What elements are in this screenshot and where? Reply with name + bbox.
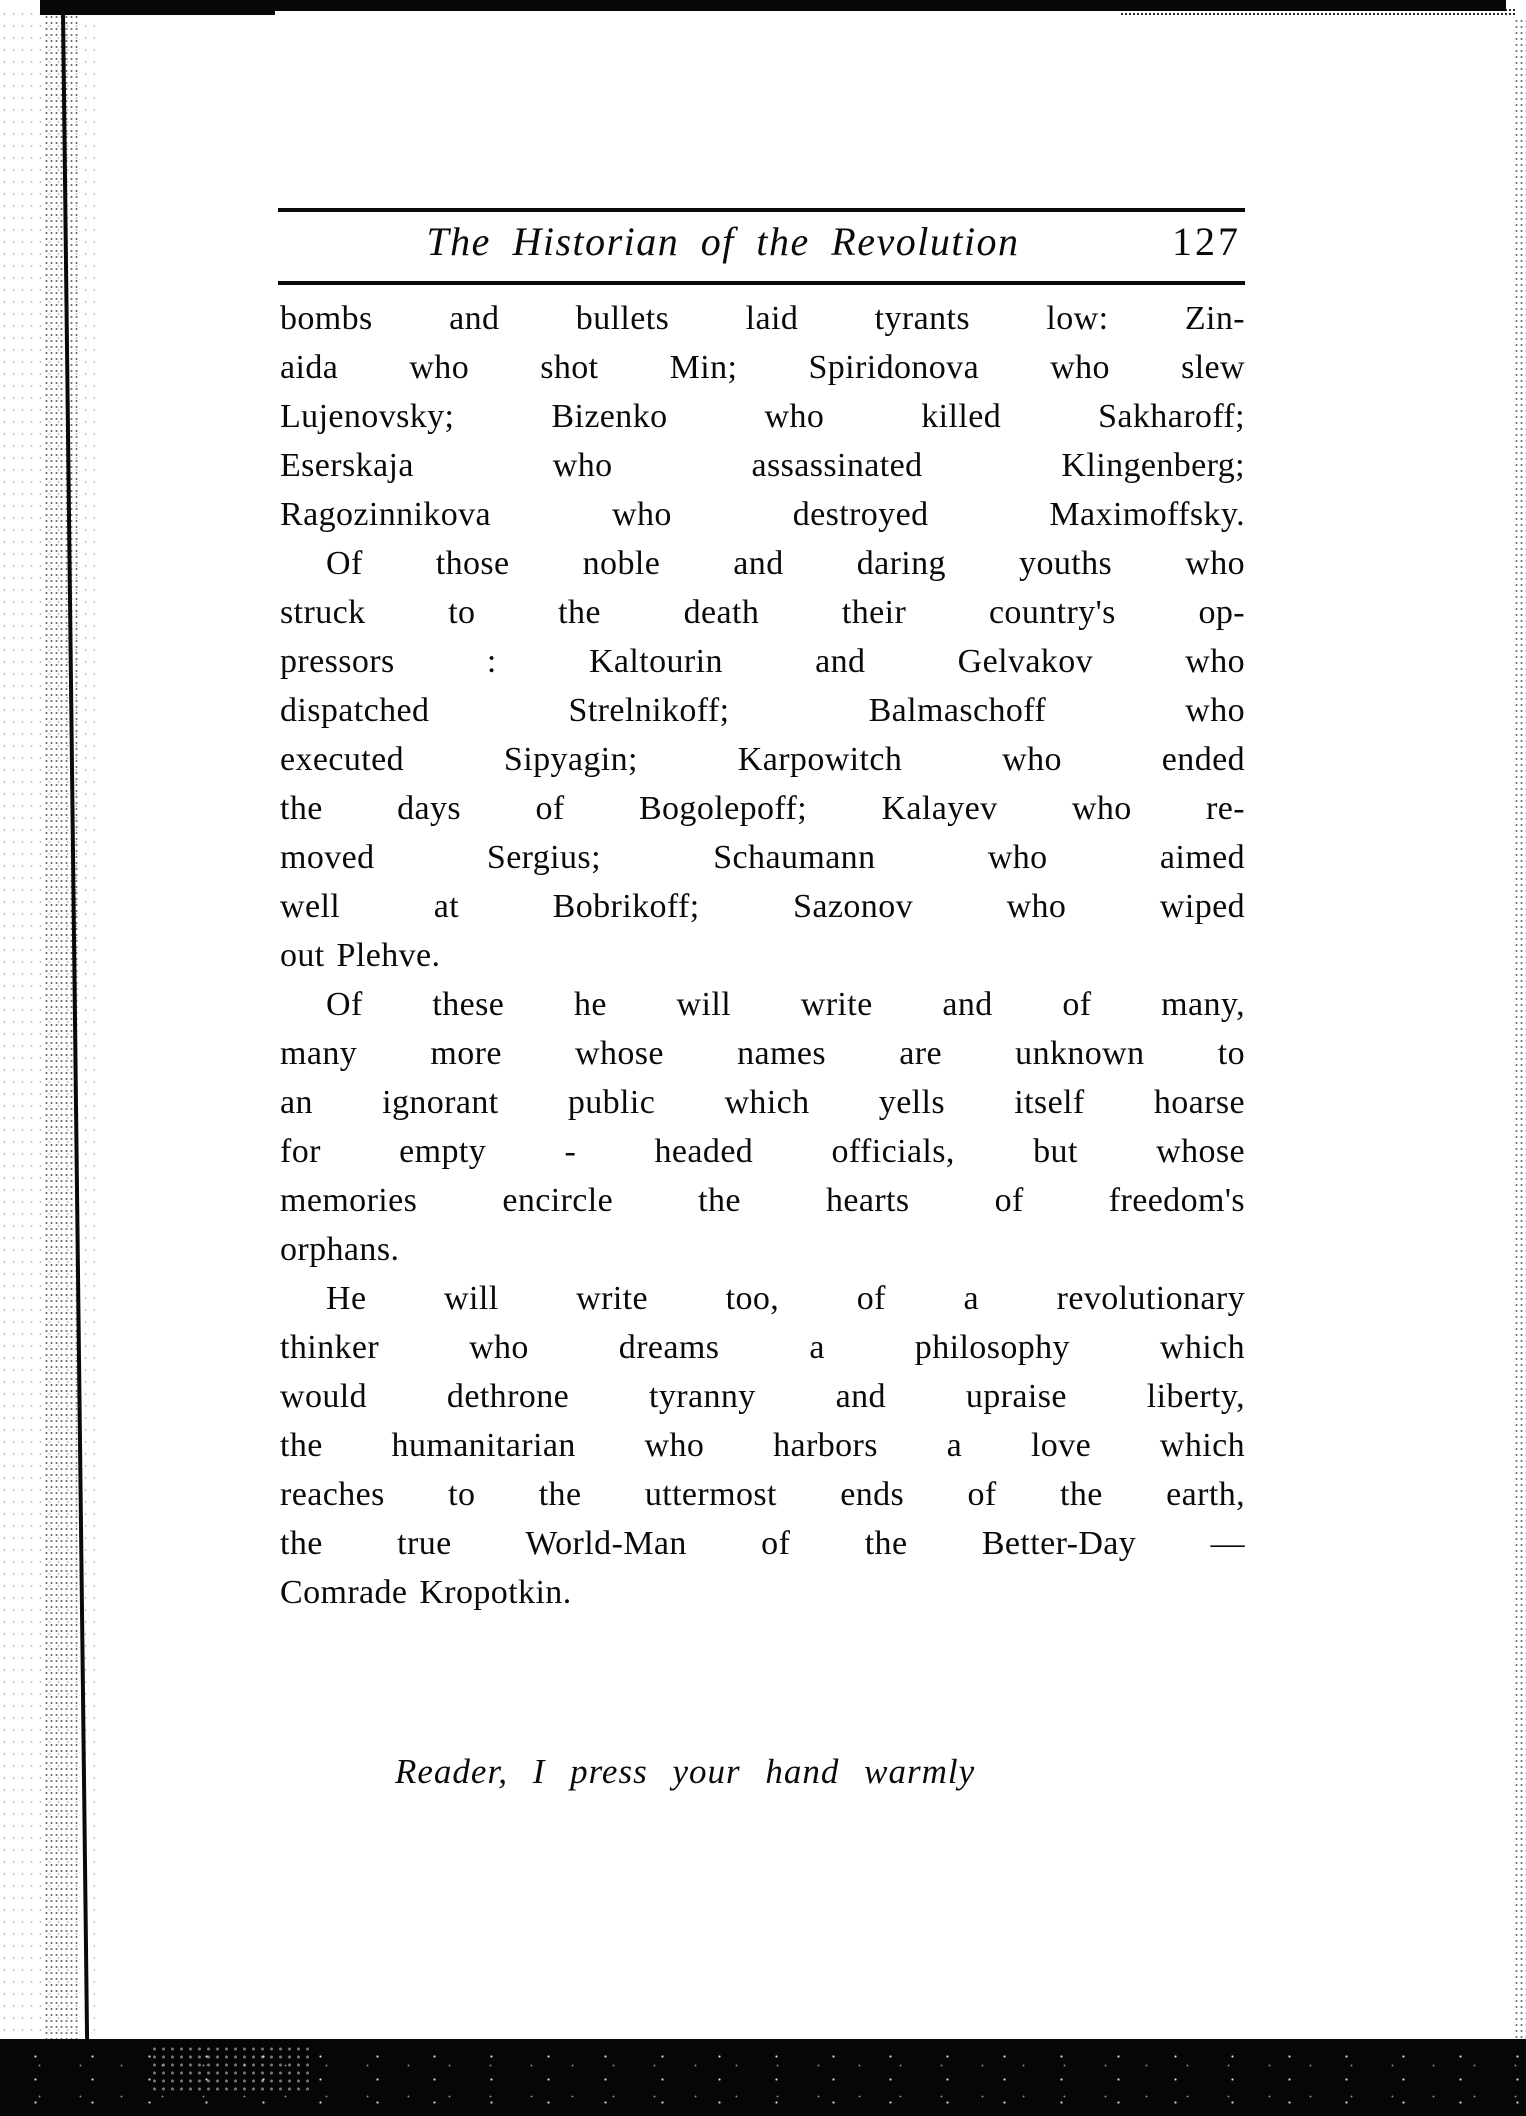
text-line: memories encircle the hearts of freedom's	[280, 1182, 1245, 1219]
running-header-title: The Historian of the Revolution	[426, 219, 1020, 264]
text-line: dispatched Strelnikoff; Balmaschoff who	[280, 692, 1245, 729]
paragraph	[280, 980, 1245, 1274]
paragraph	[280, 294, 1245, 539]
text-line: bombs and bullets laid tyrants low: Zin-	[280, 300, 1245, 337]
scan-top-edge-taper	[1120, 8, 1516, 17]
text-line: moved Sergius; Schaumann who aimed	[280, 839, 1245, 876]
text-line: executed Sipyagin; Karpowitch who ended	[280, 741, 1245, 778]
text-line: Of these he will write and of many,	[326, 986, 1245, 1023]
text-line: orphans.	[280, 1231, 400, 1268]
paragraph	[280, 1274, 1245, 1617]
text-line: for empty - headed officials, but whose	[280, 1133, 1245, 1170]
header-rule-top	[278, 208, 1245, 212]
text-line: Lujenovsky; Bizenko who killed Sakharoff;	[280, 398, 1245, 435]
text-line: Comrade Kropotkin.	[280, 1574, 572, 1611]
text-line: would dethrone tyranny and upraise liberty,	[280, 1378, 1245, 1415]
text-line: reaches to the uttermost ends of the earth,	[280, 1476, 1245, 1513]
text-line: aida who shot Min; Spiridonova who slew	[280, 349, 1245, 386]
text-line: thinker who dreams a philosophy which	[280, 1329, 1245, 1366]
body-text	[280, 294, 1245, 1617]
text-line: the humanitarian who harbors a love which	[280, 1427, 1245, 1464]
header-rule-bottom	[278, 281, 1245, 285]
text-line: out Plehve.	[280, 937, 441, 974]
page-number: 127	[1172, 219, 1241, 264]
text-line: many more whose names are unknown to	[280, 1035, 1245, 1072]
paragraph	[280, 539, 1245, 980]
right-page-edge	[1514, 18, 1526, 2042]
scan-bottom-smudge	[150, 2045, 310, 2095]
text-line: an ignorant public which yells itself hoarse	[280, 1084, 1245, 1121]
text-line: He will write too, of a revolutionary	[326, 1280, 1245, 1317]
closing-line: Reader, I press your hand warmly	[395, 1752, 976, 1791]
running-header	[278, 216, 1245, 276]
text-line: the true World-Man of the Better-Day —	[280, 1525, 1245, 1562]
text-line: the days of Bogolepoff; Kalayev who re-	[280, 790, 1245, 827]
text-line: pressors : Kaltourin and Gelvakov who	[280, 643, 1245, 680]
text-line: Of those noble and daring youths who	[326, 545, 1245, 582]
text-line: struck to the death their country's op-	[280, 594, 1245, 631]
text-line: Ragozinnikova who destroyed Maximoffsky.	[280, 496, 1245, 533]
text-line: well at Bobrikoff; Sazonov who wiped	[280, 888, 1245, 925]
text-line: Eserskaja who assassinated Klingenberg;	[280, 447, 1245, 484]
